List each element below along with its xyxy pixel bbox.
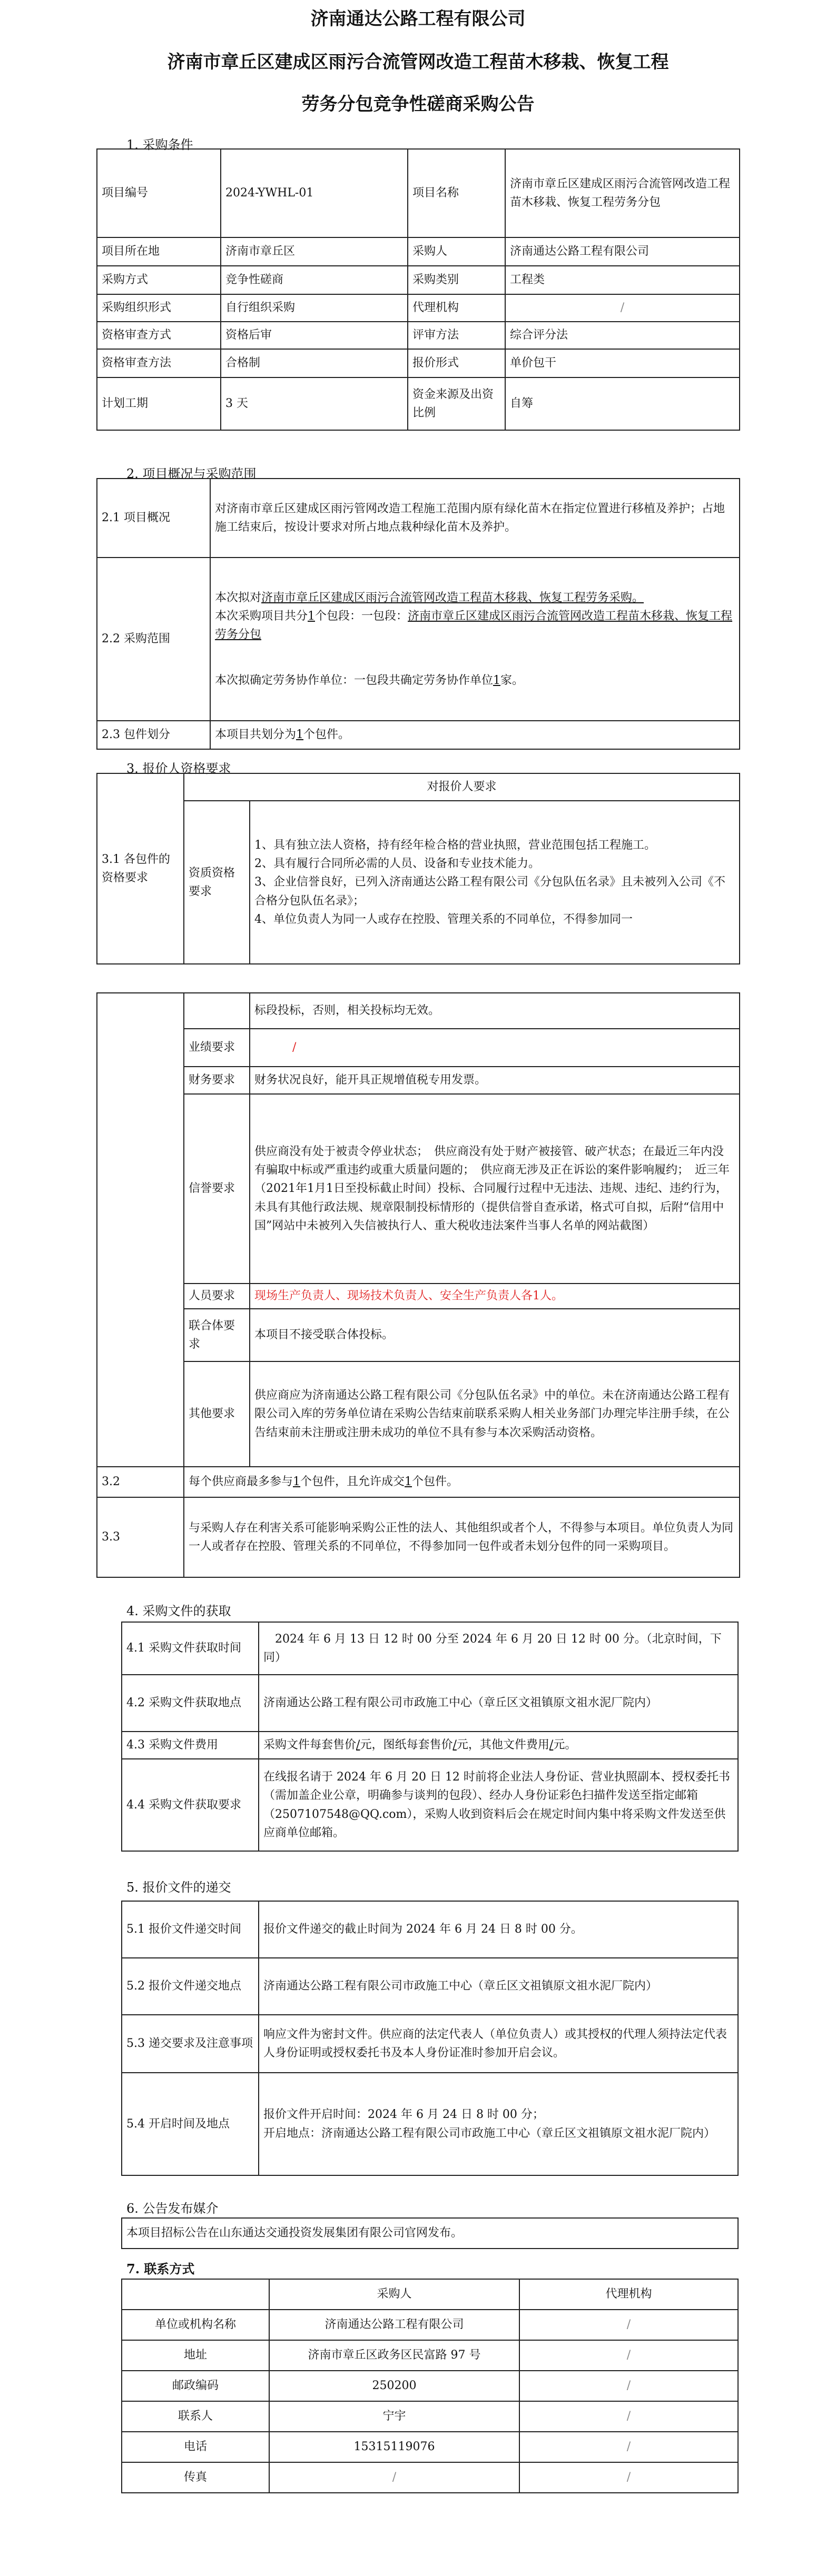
label-cell: 报价形式 [408,349,505,377]
value-cell: 济南通达公路工程有限公司市政施工中心（章丘区文祖镇原文祖水泥厂院内） [259,1675,738,1732]
label-cell: 4.1 采购文件获取时间 [122,1622,259,1675]
value-cell: 本项目招标公告在山东通达交通投资发展集团有限公司官网发布。 [122,2218,738,2249]
value-cell: 与采购人存在利害关系可能影响采购公正性的法人、其他组织或者个人，不得参与本项目。单位负责人为同一人或者存在控股、管理关系的不同单位，不得参加同一包件或者未划分包件的同一采购项目。 [184,1497,740,1577]
label-cell: 其他要求 [184,1361,250,1467]
table-row [97,773,740,801]
value-cell: 2024 年 6 月 13 日 12 时 00 分至 2024 年 6 月 20 日 12 时 00 分。（北京时间，下同） [259,1622,738,1675]
label-cell: 2.3 包件划分 [97,721,210,749]
scope-line-2: 本次采购项目共分1个包段：一包段：济南市章丘区建成区雨污合流管网改造工程苗木移栽、恢复工程劳务分包 [215,609,733,641]
label-cell: 电话 [122,2432,269,2462]
table-row [122,2015,738,2073]
value-cell: 济南通达公路工程有限公司 [269,2310,519,2340]
contact-table [121,2279,739,2493]
section-2-table [96,478,740,750]
table-row [97,1309,740,1361]
value-cell: 资格后审 [221,322,408,349]
label-cell: 采购组织形式 [97,294,221,322]
table-row [97,1284,740,1309]
table-row [122,2462,738,2493]
scope-line-1: 本次拟对济南市章丘区建成区雨污合流管网改造工程苗木移栽、恢复工程劳务采购。 [215,591,644,604]
value-cell: / [519,2462,738,2493]
value-cell: 供应商应为济南通达公路工程有限公司《分包队伍名录》中的单位。未在济南通达公路工程有限公司入库的劳务单位请在采购公告结束前联系采购人相关业务部门办理完毕注册手续，在公告结束前未注册或注册未成功的单位不具有参与本次采购活动资格。 [250,1361,740,1467]
table-row [97,377,740,430]
label-cell: 采购类别 [408,266,505,294]
table-row [122,2432,738,2462]
label-cell: 业绩要求 [184,1029,250,1067]
value-cell: 合格制 [221,349,408,377]
table-row [122,1622,738,1675]
value-cell: 报价文件递交的截止时间为 2024 年 6 月 24 日 8 时 00 分。 [259,1901,738,1958]
table-row [122,1759,738,1851]
section-4-heading: 4. 采购文件的获取 [126,1604,231,1618]
label-cell: 代理机构 [408,294,505,322]
label-cell: 3.3 [97,1497,184,1577]
table-row [122,1732,738,1759]
section-1-table [96,148,740,431]
label-cell: 4.3 采购文件费用 [122,1732,259,1759]
value-cell: 对济南市章丘区建成区雨污管网改造工程施工范围内原有绿化苗木在指定位置进行移植及养护；占地施工结束后，按设计要求对所占地点栽种绿化苗木及养护。 [210,479,740,558]
section-6-table [121,2217,739,2249]
header-cell: 代理机构 [519,2279,738,2310]
value-cell: 济南通达公路工程有限公司 [505,237,740,266]
section-6-heading: 6. 公告发布媒介 [126,2201,219,2216]
table-row [97,1029,740,1067]
label-cell: 资格审查方式 [97,322,221,349]
table-row [97,558,740,721]
label-cell: 4.4 采购文件获取要求 [122,1759,259,1851]
section-5-table [121,1901,739,2176]
value-cell: 2024-YWHL-01 [221,149,408,237]
table-row [122,2073,738,2175]
label-cell: 5.3 递交要求及注意事项 [122,2015,259,2073]
header-cell: 对报价人要求 [184,773,740,801]
value-cell: 自行组织采购 [221,294,408,322]
table-row [97,349,740,377]
table-row [97,322,740,349]
label-cell: 传真 [122,2462,269,2493]
value-cell: 单价包干 [505,349,740,377]
value-cell: 标段投标，否则，相关投标均无效。 [250,993,740,1029]
label-cell: 邮政编码 [122,2371,269,2401]
table-row [122,2218,738,2249]
value-cell: / [519,2310,738,2340]
spacer-cell [184,993,250,1029]
section-7-heading: 7. 联系方式 [126,2261,195,2276]
label-cell: 地址 [122,2340,269,2371]
value-cell: / [505,294,740,322]
value-cell: 每个供应商最多参与1个包件，且允许成交1个包件。 [184,1467,740,1497]
label-cell: 资格审查方法 [97,349,221,377]
label-cell: 5.4 开启时间及地点 [122,2073,259,2175]
label-cell: 信誉要求 [184,1094,250,1284]
header-cell: 采购人 [269,2279,519,2310]
table-row [122,1958,738,2015]
value-cell: 250200 [269,2371,519,2401]
value-cell: / [519,2340,738,2371]
table-row [122,2371,738,2401]
project-title-line2: 劳务分包竞争性磋商采购公告 [301,94,535,115]
value-cell: 自筹 [505,377,740,430]
table-row [97,479,740,558]
section-3-table-part1 [96,773,740,964]
label-cell: 项目编号 [97,149,221,237]
table-row [122,1675,738,1732]
value-cell: / [519,2432,738,2462]
table-row [122,2279,738,2310]
value-cell: 综合评分法 [505,322,740,349]
section-1-heading: 1. 采购条件 [126,137,193,152]
table-row [97,1467,740,1497]
label-cell: 计划工期 [97,377,221,430]
label-cell: 4.2 采购文件获取地点 [122,1675,259,1732]
value-cell [210,558,740,721]
label-cell: 2.2 采购范围 [97,558,210,721]
label-cell: 项目名称 [408,149,505,237]
label-cell: 5.1 报价文件递交时间 [122,1901,259,1958]
value-cell: 竞争性磋商 [221,266,408,294]
label-cell: 财务要求 [184,1067,250,1094]
table-row [97,237,740,266]
project-title-line1: 济南市章丘区建成区雨污合流管网改造工程苗木移栽、恢复工程 [167,52,669,73]
value-cell: 现场生产负责人、现场技术负责人、安全生产负责人各1人。 [250,1284,740,1309]
label-cell: 5.2 报价文件递交地点 [122,1958,259,2015]
value-cell: 本项目共划分为1个包件。 [210,721,740,749]
value-cell: 3 天 [221,377,408,430]
label-cell: 3.1 各包件的资格要求 [97,773,184,964]
label-cell: 单位或机构名称 [122,2310,269,2340]
value-cell: 15315119076 [269,2432,519,2462]
scope-line-3: 本次拟确定劳务协作单位：一包段共确定劳务协作单位1家。 [215,674,524,688]
value-cell: 济南市章丘区建成区雨污合流管网改造工程苗木移栽、恢复工程劳务分包 [505,149,740,237]
value-cell: 在线报名请于 2024 年 6 月 20 日 12 时前将企业法人身份证、营业执照副本、授权委托书（需加盖企业公章，明确参与谈判的包段）、经办人身份证彩色扫描件发送至指定邮箱（2507107548@QQ.com），采购人收到资料后会在规定时间内集中将采购文件发送至供应商单位邮箱。 [259,1759,738,1851]
label-cell: 3.2 [97,1467,184,1497]
label-cell: 联合体要求 [184,1309,250,1361]
value-cell: / [519,2401,738,2432]
section-4-table [121,1622,739,1852]
label-cell: 评审方法 [408,322,505,349]
label-cell: 资质资格要求 [184,801,250,964]
value-cell: 工程类 [505,266,740,294]
label-cell: 采购方式 [97,266,221,294]
label-cell: 2.1 项目概况 [97,479,210,558]
table-row [122,2340,738,2371]
label-cell: 采购人 [408,237,505,266]
table-row [97,993,740,1029]
value-cell: / [269,2462,519,2493]
table-row [97,1497,740,1577]
table-row [97,294,740,322]
value-cell: 宁宇 [269,2401,519,2432]
section-3-heading: 3. 报价人资格要求 [126,761,231,776]
table-row [97,721,740,749]
value-cell: 1、具有独立法人资格，持有经年检合格的营业执照，营业范围包括工程施工。 2、具有履行合同所必需的人员、设备和专业技术能力。 3、企业信誉良好，已列入济南通达公路工程有限公司《分包队伍名录》且未被列入公司《不合格分包队伍名录》； 4、单位负责人为同一人或存在控股、管理关系的不同单位，不得参加同一 [250,801,740,964]
value-cell: 采购文件每套售价/元，图纸每套售价/元，其他文件费用/元。 [259,1732,738,1759]
label-cell: 项目所在地 [97,237,221,266]
company-title: 济南通达公路工程有限公司 [310,8,526,29]
value-cell: 济南市章丘区 [221,237,408,266]
table-row [97,149,740,237]
section-5-heading: 5. 报价文件的递交 [126,1880,231,1895]
table-row [97,801,740,964]
table-row [97,1094,740,1284]
value-cell: 响应文件为密封文件。供应商的法定代表人（单位负责人）或其授权的代理人须持法定代表人身份证明或授权委托书及本人身份证准时参加开启会议。 [259,2015,738,2073]
table-row [122,1901,738,1958]
value-cell: / [250,1029,740,1067]
table-row [97,1361,740,1467]
value-cell: 济南通达公路工程有限公司市政施工中心（章丘区文祖镇原文祖水泥厂院内） [259,1958,738,2015]
value-cell: 财务状况良好，能开具正规增值税专用发票。 [250,1067,740,1094]
spacer-cell [97,993,184,1467]
section-2-heading: 2. 项目概况与采购范围 [126,466,257,481]
value-cell: 本项目不接受联合体投标。 [250,1309,740,1361]
table-row [122,2401,738,2432]
table-row [97,1067,740,1094]
label-cell: 人员要求 [184,1284,250,1309]
label-cell: 资金来源及出资比例 [408,377,505,430]
value-cell: 报价文件开启时间：2024 年 6 月 24 日 8 时 00 分； 开启地点：济南通达公路工程有限公司市政施工中心（章丘区文祖镇原文祖水泥厂院内） [259,2073,738,2175]
value-cell: 济南市章丘区政务区民富路 97 号 [269,2340,519,2371]
section-3-table-part2 [96,992,740,1578]
table-row [97,266,740,294]
label-cell: 联系人 [122,2401,269,2432]
value-cell: 供应商没有处于被责令停业状态； 供应商没有处于财产被接管、破产状态；在最近三年内没有骗取中标或严重违约或重大质量问题的； 供应商无涉及正在诉讼的案件影响履约； 近三年（2021年1月1日至投标截止时间）投标、合同履行过程中无违法、违规、违纪、违约行为，未具有其他行政法规、规章限制投标情形的（提供信誉自查承诺，格式可自拟，后附“信用中国”网站中未被列入失信被执行人、重大税收违法案件当事人名单的网站截图） [250,1094,740,1284]
header-cell [122,2279,269,2310]
table-row [122,2310,738,2340]
value-cell: / [519,2371,738,2401]
